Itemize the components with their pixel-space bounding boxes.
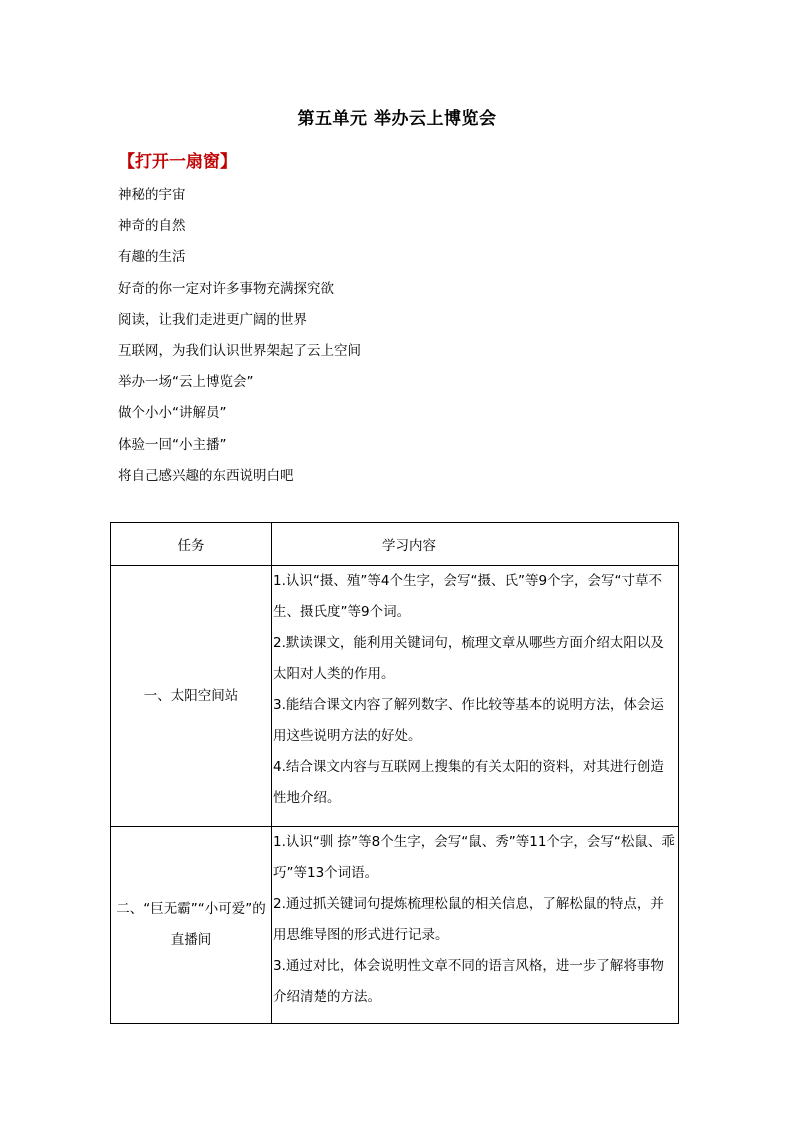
content-item: 1.认识“驯 捺”等8个生字，会写“鼠、秀”等11个字，会写“松鼠、乖巧”等13个词语。 — [273, 834, 675, 881]
header-task: 任务 — [111, 523, 272, 566]
content-item: 2.默读课文，能利用关键词句，梳理文章从哪些方面介绍太阳以及太阳对人类的作用。 — [273, 635, 664, 682]
poem-line: 阅读，让我们走进更广阔的世界 — [118, 311, 307, 328]
table-header-row — [111, 523, 679, 566]
header-content: 学习内容 — [272, 523, 679, 566]
content-item: 4.结合课文内容与互联网上搜集的有关太阳的资料，对其进行创造性地介绍。 — [273, 759, 664, 806]
table-row — [111, 566, 679, 827]
poem-line: 神奇的自然 — [118, 218, 186, 235]
task-content — [272, 566, 679, 827]
content-item: 3.能结合课文内容了解列数字、作比较等基本的说明方法，体会运用这些说明方法的好处。 — [273, 697, 664, 744]
poem-line: 体验一回“小主播” — [118, 436, 227, 453]
poem-line: 做个小小“讲解员” — [118, 405, 227, 422]
poem-lines — [118, 184, 361, 496]
poem-line: 将自己感兴趣的东西说明白吧 — [118, 467, 294, 484]
task-name: 一、太阳空间站 — [111, 566, 272, 827]
content-item: 2.通过抓关键词句提炼梳理松鼠的相关信息，了解松鼠的特点，并用思维导图的形式进行记录。 — [273, 896, 664, 943]
content-item: 1.认识“摄、殖”等4个生字，会写“摄、氏”等9个字，会写“寸草不生、摄氏度”等9个词。 — [273, 573, 663, 620]
poem-line: 神秘的宇宙 — [118, 187, 186, 203]
learning-tasks-table — [110, 522, 679, 1024]
table-row — [111, 827, 679, 1024]
content-item: 3.通过对比，体会说明性文章不同的语言风格，进一步了解将事物介绍清楚的方法。 — [273, 958, 664, 1005]
page-title: 第五单元 举办云上博览会 — [297, 109, 497, 129]
poem-line: 有趣的生活 — [118, 249, 186, 266]
poem-line: 好奇的你一定对许多事物充满探究欲 — [118, 280, 334, 297]
poem-line: 互联网，为我们认识世界架起了云上空间 — [118, 342, 361, 359]
section-heading: 【打开一扇窗】 — [118, 152, 237, 172]
task-content — [272, 827, 679, 1024]
task-name: 二、“巨无霸”“小可爱”的直播间 — [111, 827, 272, 1024]
poem-line: 举办一场“云上博览会” — [118, 374, 254, 391]
